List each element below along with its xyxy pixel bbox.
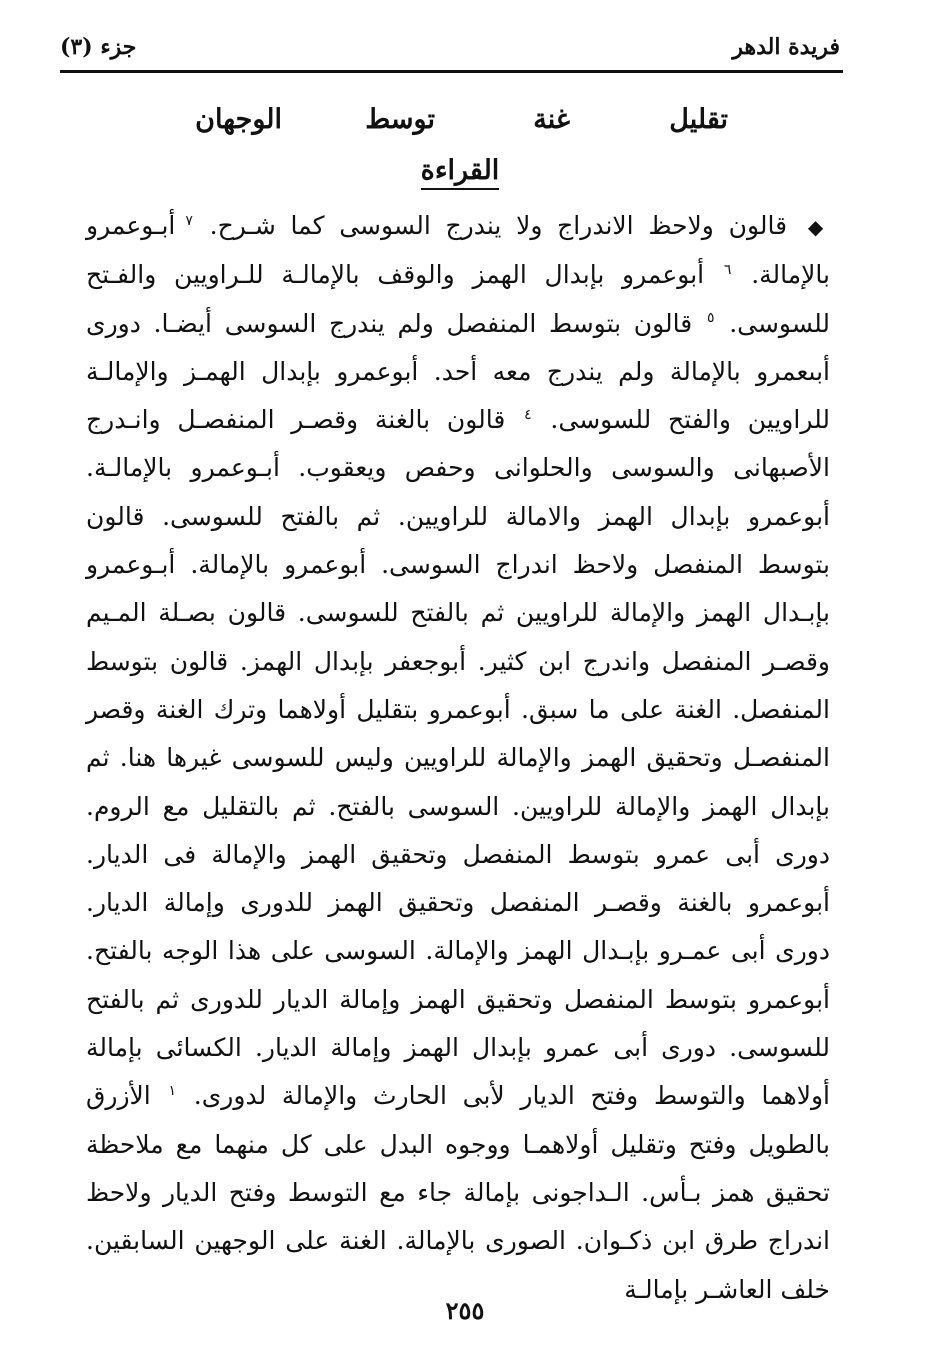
page-number: ٢٥٥: [445, 1296, 485, 1325]
footnote-marker: ٦: [723, 261, 732, 278]
footnote-marker: ٤: [524, 406, 532, 423]
footnote-marker: ٥: [706, 310, 715, 327]
section-heading: [380, 155, 540, 186]
text-segment: قالون ولاحظ الاندراج ولا يندرج السوسى كما شـرح.: [209, 211, 788, 240]
text-segment: الأزرق بالطويل وفتح وتقليل أولاهمـا ووجوه البدل على كل منهما مع ملاحظة تحقيق همز بـأس. الـداجونى بإمالة جاء مع التوسط وفتح الديار ولاحظ اندراج طرق ابن ذكـوان. الصورى بالإمالة. الغنة على الوجهين السابقين. خلف العاشـر بإمالـة: [86, 1081, 830, 1304]
text-segment: أبـوعمرو بالإمالة.: [86, 211, 830, 290]
section-heading-text: القراءة: [421, 155, 500, 190]
footnote-marker: ٧: [185, 212, 193, 229]
book-title: فريدة الدهر: [732, 34, 840, 60]
level-wajhan: الوجهان: [195, 104, 282, 135]
level-ghunna: غنة: [533, 104, 570, 135]
header-divider: [60, 70, 843, 73]
volume-part: جزء (٣): [60, 34, 137, 60]
level-taqlil: تقليل: [669, 104, 728, 135]
body-paragraph: [86, 202, 830, 1314]
text-segment: قالون بتوسط المنفصل ولم يندرج السوسى أيضـا. دورى أبىعمرو بالإمالة ولم يندرج معه أحد. أبوعمرو بإبدال الهمـز والإمالـة للراويين والفتح للسوسى.: [86, 308, 831, 435]
recitation-levels-row: [150, 104, 770, 148]
paragraph-text: [86, 202, 830, 1314]
text-segment: قالون بالغنة وقصـر المنفصـل وانـدرج الأصبهانى والسوسى والحلوانى وحفص ويعقوب. أبـوعمرو بالإمالـة. أبوعمرو بإبدال الهمز والامالة للراويين. ثم بالفتح للسوسى. قالون بتوسط المنفصل ولاحظ اندراج السوسى. أبوعمرو بالإمالة. أبـوعمرو بإبـدال الهمز والإمالة للراويين ثم بالفتح للسوسى. قالون بصـلة المـيم وقصـر المنفصل واندرج ابن كثير. أبوجعفر بإبدال الهمز. قالون بتوسط المنفصل. الغنة على ما سبق. أبوعمرو بتقليل أولاهما وترك الغنة وقصر المنفصـل وتحقيق الهمز والإمالة للراويين وليس للسوسى غيرها هنا. ثم بإبدال الهمز والإمالة للراويين. السوسى بالفتح. ثم بالتقليل مع الروم. دورى أبى عمرو بتوسط المنفصل وتحقيق الهمز والإمالة فى الديار. أبوعمرو بالغنة وقصـر المنفصل وتحقيق الهمز للدورى وإمالة الديار. دورى أبى عمـرو بإبـدال الهمز والإمالة. السوسى على هذا الوجه بالفتح. أبوعمرو بتوسط المنفصل وتحقيق الهمز وإمالة الديار للدورى ثم بالفتح للسوسى. دورى أبى عمرو بإبدال الهمز وإمالة الديار. الكسائى بإمالة أولاهما والتوسط وفتح الديار لأبى الحارث والإمالة لدورى.: [86, 405, 830, 1111]
text-segment: أبوعمرو بإبدال الهمز والوقف بالإمالـة للـراويين والفـتح للسوسى.: [86, 260, 831, 338]
page-header: [60, 28, 840, 68]
diamond-bullet-icon: ◆: [807, 215, 831, 239]
level-tawassut: توسط: [365, 104, 435, 135]
footnote-marker: ١: [168, 1083, 177, 1100]
